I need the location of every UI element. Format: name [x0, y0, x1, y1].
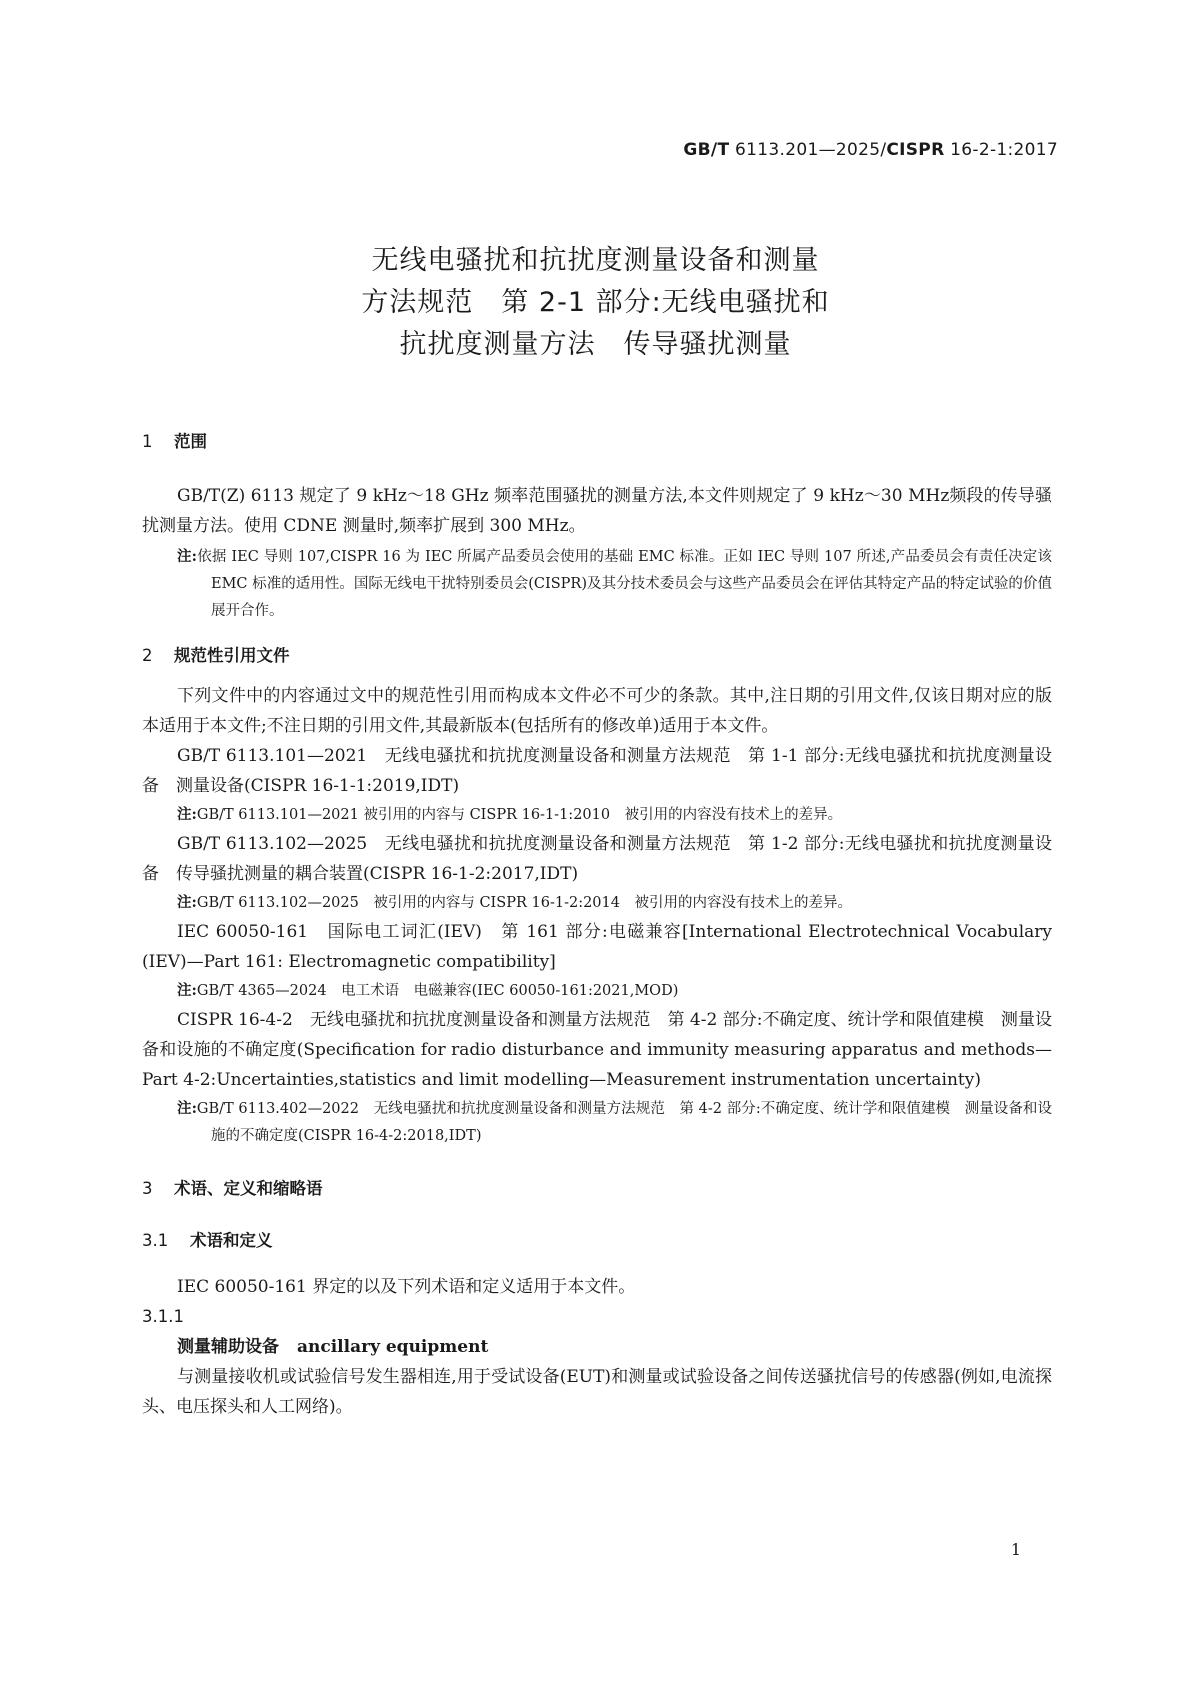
note-text: GB/T 6113.402—2022 无线电骚扰和抗扰度测量设备和测量方法规范 第 4-2 部分:不确定度、统计学和限值建模 测量设备和设施的不确定度(CISPR 16-4-2:2018,IDT): [196, 1101, 1052, 1144]
section-1-heading: [142, 427, 1052, 457]
reference-note: [142, 801, 1052, 829]
document-title: [0, 240, 1191, 366]
standard-header: [683, 140, 1058, 160]
header-gbt-number: 6113.201—2025/: [729, 140, 887, 160]
note-label: 注:: [177, 806, 197, 823]
note-text: 依据 IEC 导则 107,CISPR 16 为 IEC 所属产品委员会使用的基础 EMC 标准。正如 IEC 导则 107 所述,产品委员会有责任决定该 EMC 标准的适用性。国际无线电干扰特别委员会(CISPR)及其分技术委员会与这些产品委员会在评估其特定产品的特定试验的价值展开合作。: [197, 549, 1052, 619]
note-label: 注:: [177, 548, 198, 565]
note-label: 注:: [177, 982, 197, 999]
section-1-note: [142, 543, 1052, 625]
section-2-heading: [142, 641, 1052, 671]
title-line-2: 方法规范 第 2-1 部分:无线电骚扰和: [361, 287, 830, 318]
reference-entry: GB/T 6113.101—2021 无线电骚扰和抗扰度测量设备和测量方法规范 第 1-1 部分:无线电骚扰和抗扰度测量设备 测量设备(CISPR 16-1-1:2019,IDT): [142, 746, 1052, 796]
note-label: 注:: [177, 1100, 197, 1117]
header-cispr: CISPR: [886, 140, 945, 160]
header-cispr-number: 16-2-1:2017: [944, 140, 1058, 160]
title-line-1: 无线电骚扰和抗扰度测量设备和测量: [371, 245, 820, 276]
section-3-number: 3: [142, 1179, 153, 1198]
reference-entry: GB/T 6113.102—2025 无线电骚扰和抗扰度测量设备和测量方法规范 第 1-2 部分:无线电骚扰和抗扰度测量设备 传导骚扰测量的耦合装置(CISPR 16-1-2:2017,IDT): [142, 834, 1052, 884]
term-chinese: 测量辅助设备: [177, 1337, 279, 1357]
subsection-3-1-number: 3.1: [142, 1231, 169, 1250]
term-definition: 与测量接收机或试验信号发生器相连,用于受试设备(EUT)和测量或试验设备之间传送骚扰信号的传感器(例如,电流探头、电压探头和人工网络)。: [142, 1367, 1052, 1417]
subsection-3-1-paragraph: IEC 60050-161 界定的以及下列术语和定义适用于本文件。: [177, 1277, 636, 1297]
section-2-title: 规范性引用文件: [174, 646, 290, 665]
page-number: 1: [1010, 1540, 1021, 1559]
note-text: GB/T 6113.102—2025 被引用的内容与 CISPR 16-1-2:2014 被引用的内容没有技术上的差异。: [196, 895, 852, 911]
note-text: GB/T 6113.101—2021 被引用的内容与 CISPR 16-1-1:2010 被引用的内容没有技术上的差异。: [196, 807, 843, 823]
subsection-3-1-title: 术语和定义: [190, 1231, 273, 1250]
reference-entry: CISPR 16-4-2 无线电骚扰和抗扰度测量设备和测量方法规范 第 4-2 部分:不确定度、统计学和限值建模 测量设备和设施的不确定度(Specification for radio disturbance and immunity measuring apparatus and methods—Part 4-2:Uncertainties,statistics and limit modelling—Measurement instrumentation uncertainty): [142, 1010, 1052, 1090]
reference-note: [142, 889, 1052, 917]
note-label: 注:: [177, 894, 197, 911]
reference-note: [142, 1095, 1052, 1150]
term-heading: [142, 1332, 1052, 1362]
section-1-title: 范围: [174, 432, 207, 451]
section-2-number: 2: [142, 646, 153, 665]
section-3-heading: [142, 1174, 1052, 1204]
header-gbt: GB/T: [683, 140, 730, 160]
reference-note: [142, 977, 1052, 1005]
subsection-3-1-heading: [142, 1226, 1052, 1256]
term-number: 3.1.1: [142, 1307, 184, 1326]
section-1-paragraph: GB/T(Z) 6113 规定了 9 kHz～18 GHz 频率范围骚扰的测量方法,本文件则规定了 9 kHz～30 MHz频段的传导骚扰测量方法。使用 CDNE 测量时,频率扩展到 300 MHz。: [142, 486, 1052, 536]
note-text: GB/T 4365—2024 电工术语 电磁兼容(IEC 60050-161:2021,MOD): [196, 983, 679, 999]
section-1-number: 1: [142, 432, 153, 451]
term-english: ancillary equipment: [297, 1337, 489, 1357]
reference-entry: IEC 60050-161 国际电工词汇(IEV) 第 161 部分:电磁兼容[International Electrotechnical Vocabulary (IEV)—Part 161: Electromagnetic compatibility]: [142, 922, 1052, 972]
document-body: [142, 427, 1052, 1422]
section-2-intro: 下列文件中的内容通过文中的规范性引用而构成本文件必不可少的条款。其中,注日期的引用文件,仅该日期对应的版本适用于本文件;不注日期的引用文件,其最新版本(包括所有的修改单)适用于本文件。: [142, 686, 1052, 736]
title-line-3: 抗扰度测量方法 传导骚扰测量: [399, 329, 792, 360]
section-3-title: 术语、定义和缩略语: [174, 1179, 323, 1198]
